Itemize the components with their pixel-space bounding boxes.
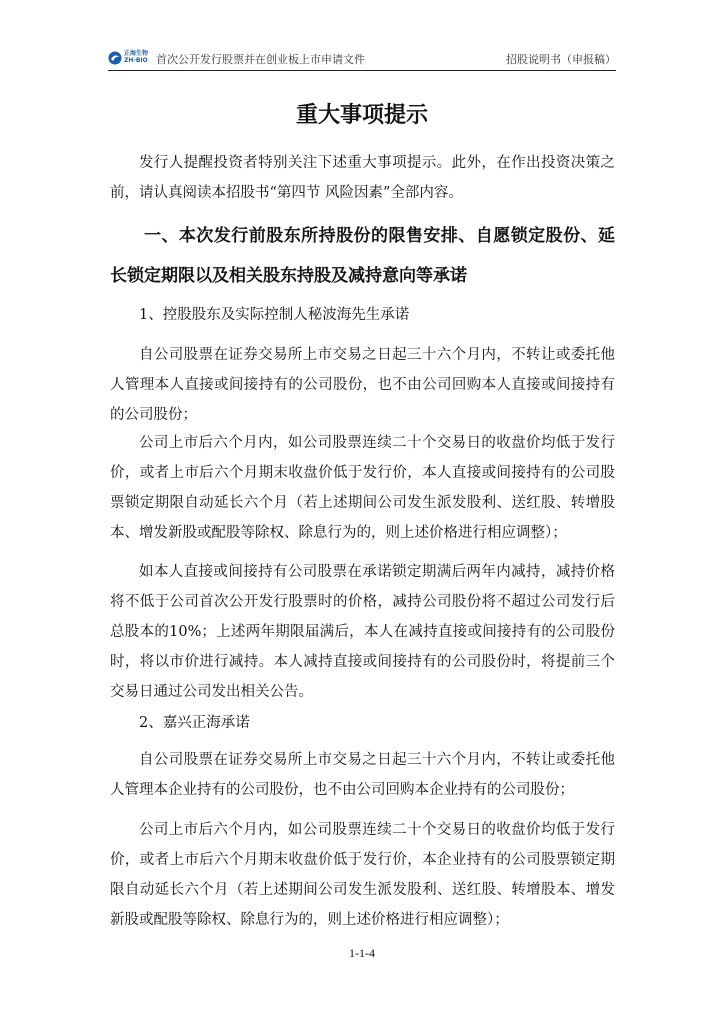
- page-number: 1-1-4: [349, 946, 375, 960]
- subsection-1-paragraph-3: 如本人直接或间接持有公司股票在承诺锁定期满后两年内减持，减持价格将不低于公司首次公开发行股票时的价格，减持公司股份将不超过公司发行后总股本的10%；上述两年期限届满后，本人在减持直接或间接持有的公司股份时，将以市价进行减持。本人减持直接或间接持有的公司股份时，将提前三个交易日通过公司发出相关公告。: [110, 564, 615, 700]
- header-document-name: 首次公开发行股票并在创业板上市申请文件: [156, 53, 365, 66]
- section-heading: 一、本次发行前股东所持股份的限售安排、自愿锁定股份、延长锁定期限以及相关股东持股及减持意向等承诺: [110, 226, 615, 286]
- subsection-title-2: 2、嘉兴正海承诺: [139, 715, 250, 731]
- subsection-2-paragraph-1: 自公司股票在证券交易所上市交易之日起三十六个月内，不转让或委托他人管理本企业持有的公司股份，也不由公司回购本企业持有的公司股份；: [110, 752, 615, 798]
- page-title: 重大事项提示: [295, 103, 428, 128]
- subsection-title-1: 1、控股股东及实际控制人秘波海先生承诺: [139, 307, 410, 323]
- logo-text: 正海生物 ZH-BIO: [124, 50, 149, 64]
- logo-mark-icon: [108, 51, 122, 65]
- subsection-1-paragraph-1: 自公司股票在证券交易所上市交易之日起三十六个月内，不转让或委托他人管理本人直接或间接持有的公司股份，也不由公司回购本人直接或间接持有的公司股份；: [110, 347, 615, 423]
- header-document-type: 招股说明书（申报稿）: [506, 53, 616, 66]
- intro-paragraph: 发行人提醒投资者特别关注下述重大事项提示。此外，在作出投资决策之前，请认真阅读本招股书“第四节 风险因素”全部内容。: [110, 155, 615, 201]
- subsection-2-paragraph-2: 公司上市后六个月内，如公司股票连续二十个交易日的收盘价均低于发行价，或者上市后六个月期末收盘价低于发行价，本企业持有的公司股票锁定期限自动延长六个月（若上述期间公司发生派发股利、送红股、转增股本、增发新股或配股等除权、除息行为的，则上述价格进行相应调整）；: [110, 822, 615, 928]
- company-logo: [108, 49, 152, 67]
- page-header: [108, 48, 616, 71]
- subsection-1-paragraph-2: 公司上市后六个月内，如公司股票连续二十个交易日的收盘价均低于发行价，或者上市后六个月期末收盘价低于发行价，本人直接或间接持有的公司股票锁定期限自动延长六个月（若上述期间公司发生派发股利、送红股、转增股本、增发新股或配股等除权、除息行为的，则上述价格进行相应调整）；: [110, 435, 615, 541]
